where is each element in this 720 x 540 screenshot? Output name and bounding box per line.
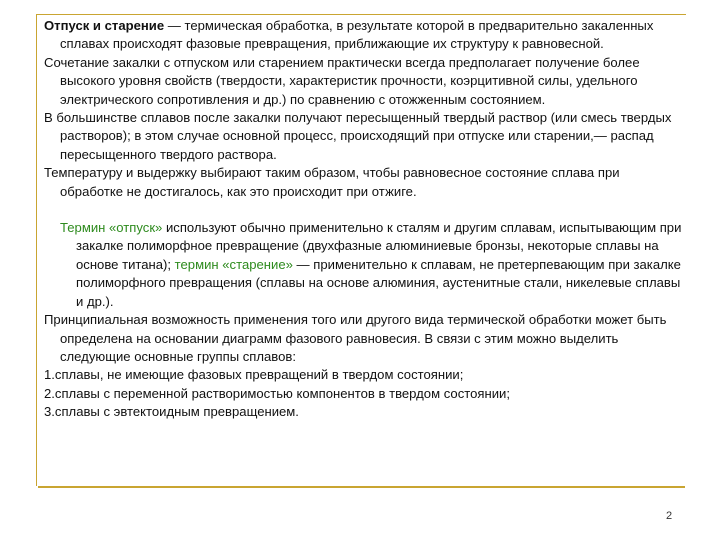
list-item: 1.сплавы, не имеющие фазовых превращений в твердом состоянии; — [44, 367, 464, 383]
slide-body — [44, 17, 684, 422]
bottom-rule — [38, 486, 685, 488]
paragraph-supersaturated: В большинстве сплавов после закалки получают пересыщенный твердый раствор (или смесь твердых растворов); в этом случае основной процесс, происходящий при отпуске или старении,— распад пересыщенного твердого раствора. — [44, 110, 672, 162]
paragraph-combination: Сочетание закалки с отпуском или старением практически всегда предполагает получение более высокого уровня свойств (твердости, характеристик прочности, коэрцитивной силы, удельного электрического сопротивления и др.) по сравнению с отожженным состоянием. — [44, 54, 640, 107]
terms-text-2: — применительно к сплавам, не претерпевающим при закалке полиморфного превращения (сплавы на основе алюминия, аустенитные стали, никелевые сплавы и др.). — [76, 256, 681, 309]
paragraph-temperature: Температуру и выдержку выбирают таким образом, чтобы равновесное состояние сплава при обработке не достигалось, как это происходит при отжиге. — [44, 165, 620, 199]
paragraph-definition — [44, 17, 684, 54]
list-item: 2.сплавы с переменной растворимостью компонентов в твердом состоянии; — [44, 385, 510, 401]
page-number: 2 — [666, 510, 673, 522]
paragraph-terms — [44, 219, 684, 311]
term-otpusk-starenie: Отпуск и старение — [44, 18, 165, 33]
term-starenie: термин «старение» — [174, 256, 293, 272]
paragraph-principle: Принципиальная возможность применения того или другого вида термической обработки может быть определена на основании диаграмм фазового равновесия. В связи с этим можно выделить следующие основные группы сплавов: — [44, 312, 667, 364]
top-rule — [36, 14, 686, 15]
definition-text: — термическая обработка, в результате которой в предварительно закаленных сплавах происходят фазовые превращения, приближающие их структуру к равновесной. — [60, 18, 654, 52]
list-item: 3.сплавы с эвтектоидным превращением. — [44, 404, 299, 420]
term-otpusk: Термин «отпуск» — [60, 220, 163, 236]
left-rule — [36, 14, 37, 486]
terms-text-1: используют обычно применительно к сталям и другим сплавам, испытывающим при закалке полиморфное превращение (двухфазные алюминиевые бронзы, некоторые сплавы на основе титана); — [76, 220, 682, 272]
